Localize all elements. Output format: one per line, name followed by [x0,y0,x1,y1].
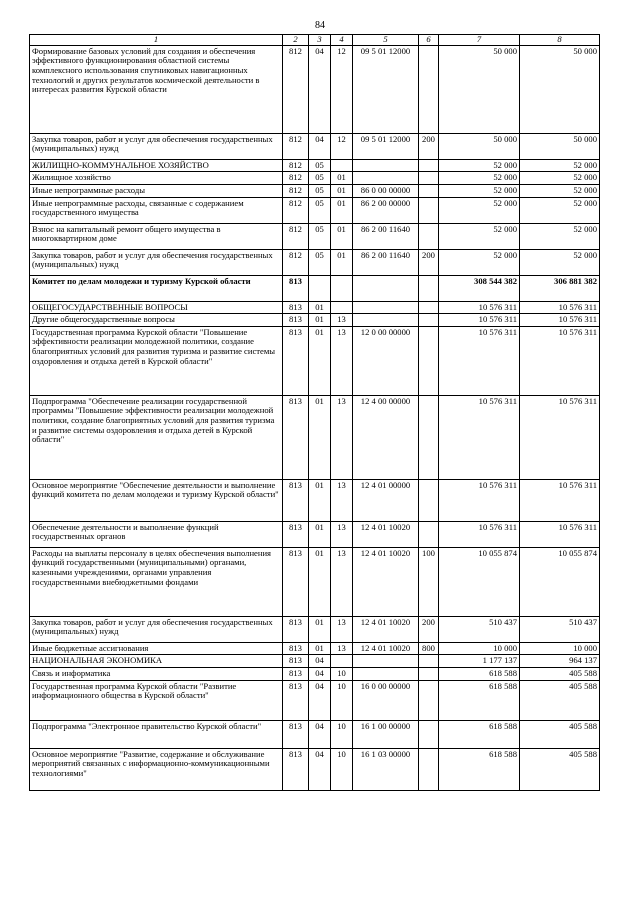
row-name: Подпрограмма "Электронное правительство Курской области" [30,720,283,748]
row-name: Жилищное хозяйство [30,172,283,185]
row-ved: 813 [283,680,309,720]
header-cell: 2 [283,35,309,46]
row-sum-2019: 510 437 [439,616,520,642]
row-expense-type [419,159,439,172]
row-sum-2020: 10 576 311 [520,326,600,395]
row-target [353,301,419,314]
row-target [353,655,419,668]
row-section: 04 [309,680,331,720]
row-section: 01 [309,301,331,314]
row-expense-type [419,668,439,681]
table-header-row [30,35,600,46]
row-ved: 813 [283,314,309,327]
row-section: 01 [309,395,331,479]
row-expense-type [419,172,439,185]
row-sum-2019: 618 588 [439,680,520,720]
table-row [30,395,600,479]
row-name: НАЦИОНАЛЬНАЯ ЭКОНОМИКА [30,655,283,668]
row-sum-2019: 618 588 [439,668,520,681]
row-section: 05 [309,159,331,172]
row-subsection: 13 [331,547,353,616]
row-section: 01 [309,479,331,521]
table-row [30,479,600,521]
row-expense-type [419,680,439,720]
row-section [309,275,331,301]
row-subsection: 13 [331,642,353,655]
row-sum-2020: 52 000 [520,172,600,185]
table-row [30,197,600,223]
row-sum-2019: 10 576 311 [439,395,520,479]
row-expense-type: 800 [419,642,439,655]
header-cell: 5 [353,35,419,46]
header-cell: 3 [309,35,331,46]
header-cell: 1 [30,35,283,46]
row-target: 86 2 00 00000 [353,197,419,223]
table-row [30,275,600,301]
table-row [30,314,600,327]
row-target: 09 5 01 12000 [353,45,419,133]
row-name: Подпрограмма "Обеспечение реализации государственной программы "Повышение эффективности реализации молодежной политики, создание благоприятных условий для развития туризма и развитие системы оздоровления и отдыха детей в Курской области" [30,395,283,479]
row-subsection: 13 [331,616,353,642]
row-sum-2019: 50 000 [439,45,520,133]
row-section: 01 [309,314,331,327]
row-section: 05 [309,184,331,197]
row-subsection: 10 [331,720,353,748]
row-ved: 813 [283,655,309,668]
row-ved: 812 [283,172,309,185]
row-section: 04 [309,45,331,133]
row-expense-type [419,197,439,223]
row-name: ЖИЛИЩНО-КОММУНАЛЬНОЕ ХОЗЯЙСТВО [30,159,283,172]
row-target: 12 0 00 00000 [353,326,419,395]
row-target: 12 4 01 10020 [353,642,419,655]
row-ved: 812 [283,249,309,275]
row-section: 05 [309,172,331,185]
row-sum-2019: 10 576 311 [439,479,520,521]
row-expense-type [419,395,439,479]
row-sum-2020: 510 437 [520,616,600,642]
row-sum-2020: 405 588 [520,680,600,720]
row-name: Связь и информатика [30,668,283,681]
table-row [30,172,600,185]
table-row [30,642,600,655]
row-expense-type [419,655,439,668]
header-cell: 7 [439,35,520,46]
row-name: Расходы на выплаты персоналу в целях обеспечения выполнения функций государственными (муниципальными) органами, казенными учреждениями, органами управления государственными внебюджетными фондами [30,547,283,616]
row-expense-type [419,479,439,521]
table-row [30,184,600,197]
row-name: Комитет по делам молодежи и туризму Курской области [30,275,283,301]
row-ved: 812 [283,45,309,133]
table-row [30,680,600,720]
row-sum-2019: 52 000 [439,172,520,185]
row-sum-2019: 618 588 [439,748,520,790]
row-ved: 812 [283,133,309,159]
row-expense-type [419,521,439,547]
table-row [30,301,600,314]
row-sum-2020: 405 588 [520,720,600,748]
row-ved: 813 [283,301,309,314]
row-name: Иные непрограммные расходы, связанные с содержанием государственного имущества [30,197,283,223]
row-sum-2020: 306 881 382 [520,275,600,301]
row-name: Обеспечение деятельности и выполнение функций государственных органов [30,521,283,547]
row-subsection: 13 [331,314,353,327]
row-sum-2019: 10 055 874 [439,547,520,616]
row-subsection: 10 [331,748,353,790]
table-row [30,326,600,395]
row-target: 12 4 01 10020 [353,521,419,547]
table-row [30,720,600,748]
row-expense-type [419,223,439,249]
row-expense-type [419,314,439,327]
row-target: 09 5 01 12000 [353,133,419,159]
row-sum-2019: 52 000 [439,249,520,275]
row-ved: 813 [283,616,309,642]
row-target: 12 4 01 10020 [353,616,419,642]
row-section: 05 [309,249,331,275]
row-ved: 812 [283,184,309,197]
header-cell: 8 [520,35,600,46]
row-target: 16 0 00 00000 [353,680,419,720]
row-subsection: 12 [331,45,353,133]
row-target [353,668,419,681]
row-section: 01 [309,521,331,547]
header-cell: 6 [419,35,439,46]
table-row [30,668,600,681]
row-name: Закупка товаров, работ и услуг для обеспечения государственных (муниципальных) нужд [30,133,283,159]
row-ved: 813 [283,521,309,547]
row-sum-2019: 10 576 311 [439,326,520,395]
row-sum-2020: 10 576 311 [520,301,600,314]
row-section: 01 [309,642,331,655]
row-expense-type: 200 [419,616,439,642]
row-ved: 813 [283,479,309,521]
table-row [30,655,600,668]
row-sum-2020: 52 000 [520,197,600,223]
row-sum-2020: 52 000 [520,223,600,249]
row-ved: 813 [283,326,309,395]
row-target: 12 4 01 10020 [353,547,419,616]
table-row [30,159,600,172]
table-row [30,249,600,275]
row-sum-2019: 10 576 311 [439,521,520,547]
row-expense-type [419,720,439,748]
row-target: 12 4 01 00000 [353,479,419,521]
row-section: 01 [309,547,331,616]
row-subsection [331,159,353,172]
row-sum-2020: 52 000 [520,159,600,172]
row-name: Закупка товаров, работ и услуг для обеспечения государственных (муниципальных) нужд [30,249,283,275]
row-subsection: 01 [331,223,353,249]
table-row [30,616,600,642]
row-expense-type [419,275,439,301]
row-target: 86 2 00 11640 [353,223,419,249]
row-ved: 813 [283,668,309,681]
row-sum-2020: 10 576 311 [520,395,600,479]
row-ved: 812 [283,223,309,249]
row-expense-type [419,301,439,314]
row-name: Иные бюджетные ассигнования [30,642,283,655]
row-name: Государственная программа Курской области "Повышение эффективности реализации молодежной политики, создание благоприятных условий для развития туризма и развитие системы оздоровления и отдыха детей в Курской области" [30,326,283,395]
row-sum-2020: 50 000 [520,133,600,159]
row-section: 01 [309,616,331,642]
row-target [353,159,419,172]
row-sum-2020: 10 055 874 [520,547,600,616]
row-section: 04 [309,655,331,668]
row-sum-2019: 10 576 311 [439,301,520,314]
row-sum-2019: 618 588 [439,720,520,748]
row-target [353,275,419,301]
row-expense-type [419,45,439,133]
table-row [30,133,600,159]
table-row [30,521,600,547]
row-subsection: 10 [331,680,353,720]
row-sum-2019: 52 000 [439,159,520,172]
row-subsection: 01 [331,249,353,275]
row-section: 04 [309,133,331,159]
row-subsection: 13 [331,479,353,521]
row-target [353,314,419,327]
table-row [30,748,600,790]
row-name: Взнос на капитальный ремонт общего имущества в многоквартирном доме [30,223,283,249]
row-subsection [331,275,353,301]
row-section: 01 [309,326,331,395]
row-subsection [331,301,353,314]
row-sum-2019: 52 000 [439,197,520,223]
row-target [353,172,419,185]
row-ved: 813 [283,720,309,748]
row-ved: 813 [283,748,309,790]
row-target: 16 1 03 00000 [353,748,419,790]
row-sum-2020: 10 000 [520,642,600,655]
row-expense-type: 200 [419,249,439,275]
row-subsection: 01 [331,184,353,197]
row-name: Другие общегосударственные вопросы [30,314,283,327]
row-sum-2020: 405 588 [520,668,600,681]
row-ved: 813 [283,395,309,479]
row-target: 12 4 00 00000 [353,395,419,479]
row-sum-2020: 10 576 311 [520,314,600,327]
table-row [30,45,600,133]
row-sum-2019: 1 177 137 [439,655,520,668]
row-subsection: 01 [331,197,353,223]
row-name: Иные непрограммные расходы [30,184,283,197]
row-section: 05 [309,223,331,249]
row-name: Основное мероприятие "Обеспечение деятельности и выполнение функций комитета по делам молодежи и туризму Курской области" [30,479,283,521]
row-sum-2019: 50 000 [439,133,520,159]
row-name: ОБЩЕГОСУДАРСТВЕННЫЕ ВОПРОСЫ [30,301,283,314]
row-ved: 813 [283,275,309,301]
row-sum-2020: 52 000 [520,249,600,275]
row-expense-type [419,748,439,790]
row-sum-2020: 405 588 [520,748,600,790]
row-sum-2020: 50 000 [520,45,600,133]
row-sum-2019: 52 000 [439,184,520,197]
row-target: 86 0 00 00000 [353,184,419,197]
row-ved: 813 [283,642,309,655]
row-sum-2020: 964 137 [520,655,600,668]
row-sum-2019: 52 000 [439,223,520,249]
row-section: 05 [309,197,331,223]
table-row [30,547,600,616]
row-name: Государственная программа Курской области "Развитие информационного общества в Курской области" [30,680,283,720]
row-section: 04 [309,668,331,681]
row-section: 04 [309,748,331,790]
row-sum-2019: 308 544 382 [439,275,520,301]
row-subsection: 13 [331,521,353,547]
row-sum-2019: 10 576 311 [439,314,520,327]
row-expense-type: 100 [419,547,439,616]
row-ved: 812 [283,197,309,223]
row-subsection: 10 [331,668,353,681]
row-name: Формирование базовых условий для создания и обеспечения эффективного функционирования областной системы комплексного использования спутниковых навигационных технологий и других результатов космической деятельности в интересах развития Курской области [30,45,283,133]
row-sum-2019: 10 000 [439,642,520,655]
row-sum-2020: 10 576 311 [520,479,600,521]
row-expense-type [419,184,439,197]
row-name: Закупка товаров, работ и услуг для обеспечения государственных (муниципальных) нужд [30,616,283,642]
row-subsection [331,655,353,668]
budget-table [29,34,600,791]
page-number: 84 [315,20,325,31]
row-sum-2020: 10 576 311 [520,521,600,547]
row-subsection: 12 [331,133,353,159]
row-expense-type [419,326,439,395]
row-subsection: 13 [331,395,353,479]
row-ved: 812 [283,159,309,172]
row-ved: 813 [283,547,309,616]
header-cell: 4 [331,35,353,46]
table-row [30,223,600,249]
row-target: 16 1 00 00000 [353,720,419,748]
row-expense-type: 200 [419,133,439,159]
row-subsection: 13 [331,326,353,395]
row-name: Основное мероприятие "Развитие, содержание и обслуживание мероприятий связанных с информационно-коммуникационными технологиями" [30,748,283,790]
row-subsection: 01 [331,172,353,185]
row-target: 86 2 00 11640 [353,249,419,275]
row-section: 04 [309,720,331,748]
row-sum-2020: 52 000 [520,184,600,197]
